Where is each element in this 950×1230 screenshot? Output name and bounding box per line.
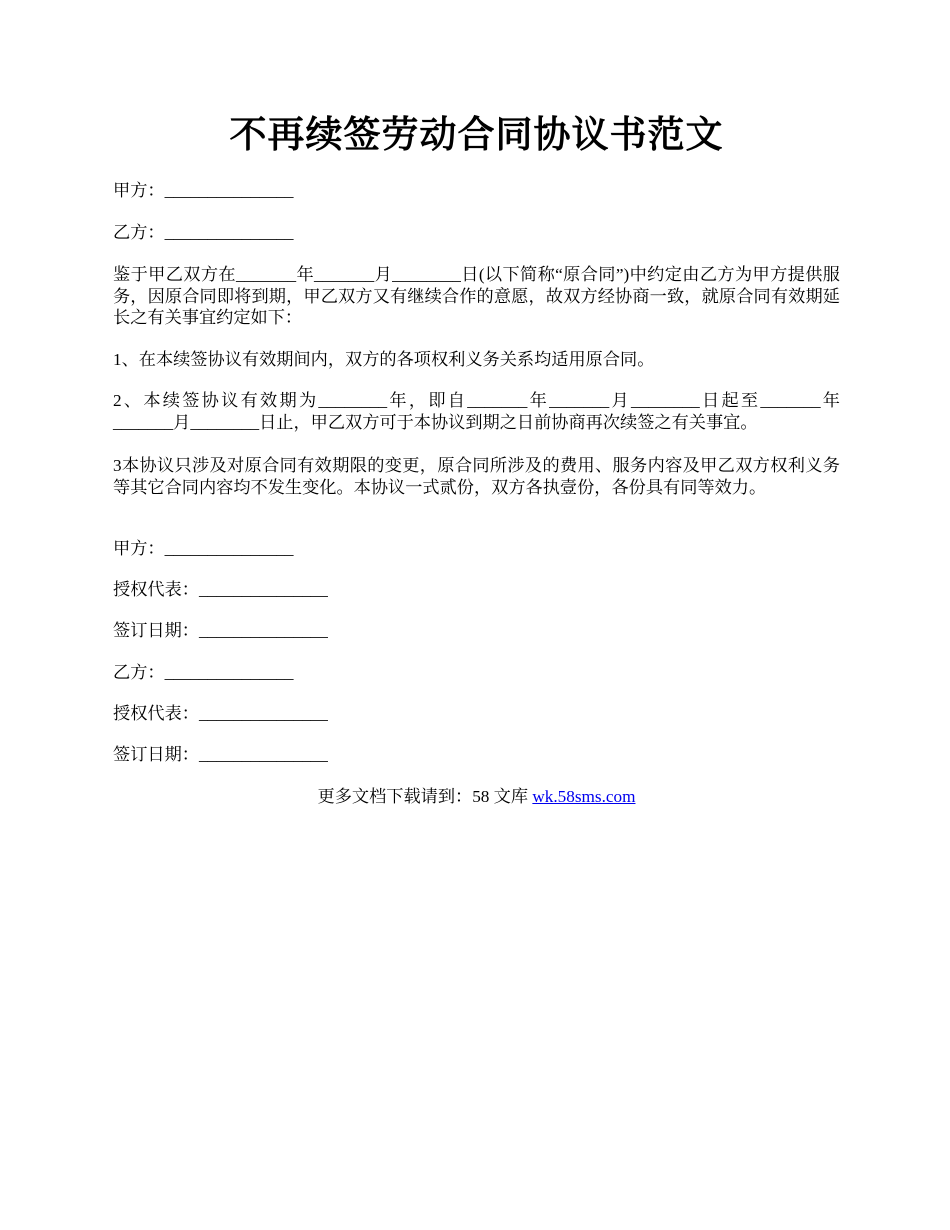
signature-party-a-date: 签订日期：_______________ [113,621,328,640]
signature-party-a: 甲方：_______________ [113,539,294,558]
signature-party-a-representative: 授权代表：_______________ [113,580,328,599]
footer-download-note [113,786,840,808]
clause-1: 1、在本续签协议有效期间内，双方的各项权利义务关系均适用原合同。 [113,350,655,369]
document-title: 不再续签劳动合同协议书范文 [229,115,724,156]
party-b-line: 乙方：_______________ [113,223,294,242]
footer-link[interactable]: wk.58sms.com [532,787,636,806]
signature-party-b-date: 签订日期：_______________ [113,745,328,764]
footer-prefix: 更多文档下载请到：58 文库 [317,787,533,806]
clause-3: 3本协议只涉及对原合同有效期限的变更，原合同所涉及的费用、服务内容及甲乙双方权利义务等其它合同内容均不发生变化。本协议一式贰份，双方各执壹份，各份具有同等效力。 [113,456,840,497]
clause-2: 2、本续签协议有效期为________年，即自_______年_______月________日起至_______年_______月________日止，甲乙双方可于本协议到期之日前协商再次续签之有关事宜。 [113,391,840,432]
signature-party-b-representative: 授权代表：_______________ [113,704,328,723]
party-a-line: 甲方：_______________ [113,181,294,200]
signature-party-b: 乙方：_______________ [113,663,294,682]
preamble-paragraph: 鉴于甲乙双方在_______年_______月________日(以下简称“原合同”)中约定由乙方为甲方提供服务，因原合同即将到期，甲乙双方又有继续合作的意愿，故双方经协商一致，就原合同有效期延长之有关事宜约定如下： [113,265,840,327]
